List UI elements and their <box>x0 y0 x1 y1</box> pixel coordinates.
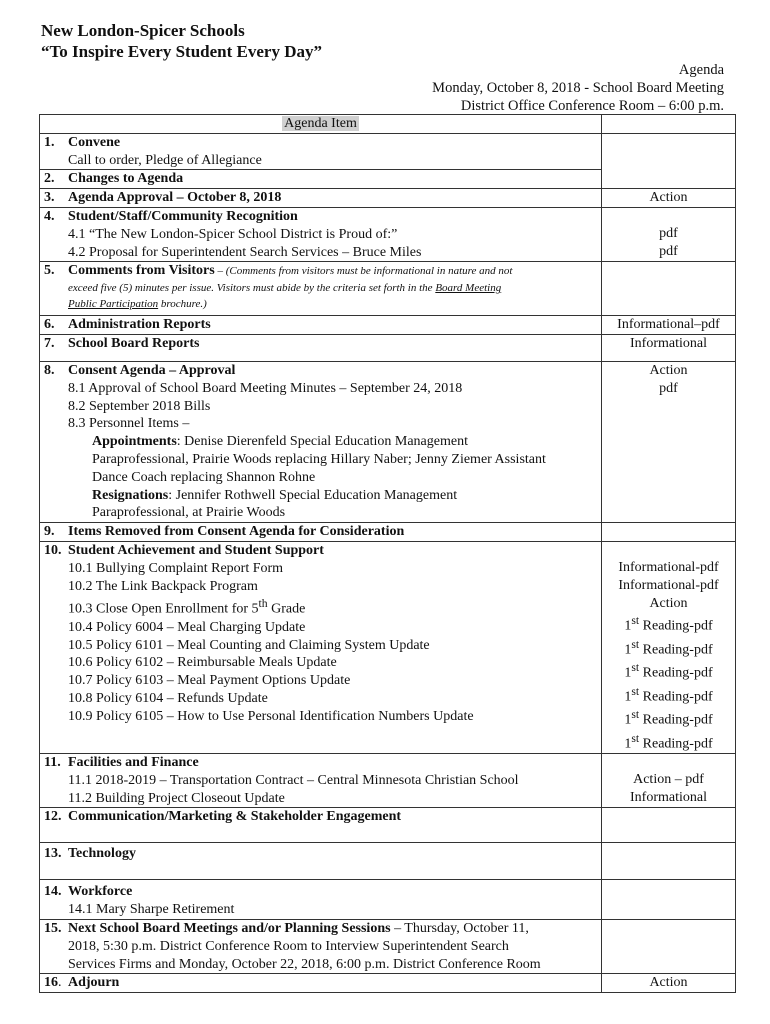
table-row <box>40 843 736 880</box>
sub-item: 8.3 Personnel Items – <box>68 416 190 432</box>
agenda-label: Agenda <box>678 62 724 78</box>
sub-item <box>44 595 597 618</box>
item-cell <box>40 207 602 261</box>
status-informational: Informational <box>630 789 707 805</box>
item-cell <box>40 754 602 808</box>
item-cell <box>40 361 602 522</box>
item-title: Convene <box>68 134 121 150</box>
item-number: 8. <box>44 362 55 378</box>
header-cell <box>40 115 602 134</box>
item-number: 11. <box>44 755 61 771</box>
item-number: 14. <box>44 884 62 900</box>
item-number: 10. <box>44 542 62 558</box>
header-status-cell <box>602 115 736 134</box>
status-cell: Informational–pdf <box>602 316 736 335</box>
table-row <box>40 262 736 316</box>
status-cell <box>602 808 736 843</box>
sub-item: 11.1 2018-2019 – Transportation Contract – Central Minnesota Christian School <box>68 772 519 788</box>
item-title: Facilities and Finance <box>68 755 199 771</box>
sub-item: 10.4 Policy 6004 – Meal Charging Update <box>68 619 306 635</box>
item-number: 6. <box>44 317 55 333</box>
item-number: 1. <box>44 134 55 150</box>
item-cell <box>40 189 602 208</box>
item-title: Workforce <box>68 884 133 900</box>
sub-item: 14.1 Mary Sharpe Retirement <box>68 902 235 918</box>
school-motto: “To Inspire Every Student Every Day” <box>41 42 322 61</box>
item-cell <box>40 920 602 974</box>
item-cell <box>40 974 602 993</box>
item-title: Comments from Visitors <box>68 263 215 279</box>
sub-item: 10.7 Policy 6103 – Meal Payment Options Update <box>68 673 351 689</box>
item-cell <box>40 133 602 170</box>
meeting-date: Monday, October 8, 2018 - School Board Meeting <box>432 80 724 96</box>
sub-item: 4.1 “The New London-Spicer School District is Proud of:” <box>68 226 398 242</box>
status-action: Action – pdf <box>633 772 704 788</box>
appointments-text: : Denise Dierenfeld Special Education Management <box>176 434 468 450</box>
item-title: Agenda Approval – October 8, 2018 <box>68 190 282 206</box>
table-row <box>40 754 736 808</box>
item-title: School Board Reports <box>68 335 200 351</box>
sub-item: 8.2 September 2018 Bills <box>68 398 211 414</box>
item-text: 2018, 5:30 p.m. District Conference Room to Interview Superintendent Search <box>68 938 509 954</box>
item-number: 9. <box>44 524 55 540</box>
table-row <box>40 523 736 542</box>
item-text: – Thursday, October 11, <box>390 921 529 937</box>
table-row <box>40 316 736 335</box>
sub-item: Call to order, Pledge of Allegiance <box>68 152 262 168</box>
status-cell <box>602 843 736 880</box>
item-text: Services Firms and Monday, October 22, 2018, 6:00 p.m. District Conference Room <box>68 956 541 972</box>
sub-item: 10.5 Policy 6101 – Meal Counting and Claiming System Update <box>68 637 430 653</box>
table-row <box>40 361 736 522</box>
sub-item: 10.1 Bullying Complaint Report Form <box>68 560 284 576</box>
status-pdf: pdf <box>659 243 678 259</box>
status-cell: Informational <box>602 334 736 361</box>
status-cell: Action <box>602 974 736 993</box>
item-number: 15. <box>44 921 62 937</box>
status-reading: 1st Reading-pdf <box>624 614 713 634</box>
sub-item: 10.8 Policy 6104 – Refunds Update <box>68 690 268 706</box>
superscript: th <box>258 597 268 611</box>
status-reading: 1st Reading-pdf <box>624 661 713 681</box>
item-number: 13. <box>44 846 62 862</box>
table-row <box>40 189 736 208</box>
item-number: 16. <box>44 975 62 991</box>
status-informational: Informational-pdf <box>618 559 719 575</box>
note-text: exceed five (5) minutes per issue. Visitors must abide by the criteria set forth in the <box>68 282 436 295</box>
table-row <box>40 920 736 974</box>
sub-item-text: 10.3 Close Open Enrollment for 5 <box>68 601 259 617</box>
table-row <box>40 133 736 170</box>
appointments <box>44 433 597 451</box>
policy-link[interactable]: Board Meeting <box>435 282 502 295</box>
status-action: Action <box>649 362 688 378</box>
sub-item: 10.6 Policy 6102 – Reimbursable Meals Update <box>68 655 337 671</box>
appointments-text: Paraprofessional, Prairie Woods replacing Hillary Naber; Jenny Ziemer Assistant <box>92 451 546 467</box>
sub-item: 11.2 Building Project Closeout Update <box>68 790 285 806</box>
sub-item: 10.9 Policy 6105 – How to Use Personal Identification Numbers Update <box>68 708 474 724</box>
item-cell <box>40 880 602 920</box>
status-cell <box>602 754 736 808</box>
item-number: 7. <box>44 335 55 351</box>
item-number: 12. <box>44 809 62 825</box>
visitor-note <box>44 281 597 312</box>
item-cell <box>40 523 602 542</box>
status-pdf: pdf <box>659 380 678 396</box>
item-cell <box>40 334 602 361</box>
status-informational: Informational-pdf <box>618 577 719 593</box>
sub-item: 10.2 The Link Backpack Program <box>68 578 258 594</box>
item-cell <box>40 170 602 189</box>
item-number: 4. <box>44 208 55 224</box>
status-cell <box>602 133 736 188</box>
status-cell <box>602 541 736 753</box>
item-title: Student/Staff/Community Recognition <box>68 208 298 224</box>
status-reading: 1st Reading-pdf <box>624 731 713 752</box>
policy-link[interactable]: Public Participation <box>68 297 159 310</box>
item-number: 5. <box>44 263 55 279</box>
school-name: New London-Spicer Schools <box>41 21 245 40</box>
table-row <box>40 207 736 261</box>
item-title: Student Achievement and Student Support <box>68 542 324 558</box>
table-row <box>40 974 736 993</box>
status-cell <box>602 920 736 974</box>
status-reading: 1st Reading-pdf <box>624 684 713 705</box>
item-cell <box>40 541 602 753</box>
status-cell <box>602 361 736 522</box>
status-cell <box>602 262 736 316</box>
resignations-text: : Jennifer Rothwell Special Education Management <box>168 487 458 503</box>
sub-item-text: Grade <box>267 601 306 617</box>
appointments-label: Appointments <box>92 434 177 450</box>
appointments-text: Dance Coach replacing Shannon Rohne <box>92 469 316 485</box>
item-title: Items Removed from Consent Agenda for Consideration <box>68 524 405 540</box>
item-cell <box>40 843 602 880</box>
table-row <box>40 334 736 361</box>
table-row <box>40 808 736 843</box>
item-title: Consent Agenda – Approval <box>68 362 236 378</box>
item-number: 2. <box>44 171 55 187</box>
resignations-label: Resignations <box>92 487 169 503</box>
agenda-item-header: Agenda Item <box>284 116 357 131</box>
resignations-text: Paraprofessional, at Prairie Woods <box>92 505 286 521</box>
item-title: Technology <box>68 846 136 862</box>
status-cell: Action <box>602 189 736 208</box>
sub-item: 4.2 Proposal for Superintendent Search Services – Bruce Miles <box>68 244 422 260</box>
table-row <box>40 880 736 920</box>
status-cell <box>602 207 736 261</box>
agenda-table <box>39 114 736 993</box>
item-title: Communication/Marketing & Stakeholder Engagement <box>68 809 402 825</box>
status-reading: 1st Reading-pdf <box>624 637 713 658</box>
status-cell <box>602 523 736 542</box>
table-row <box>40 541 736 753</box>
table-header-row <box>40 115 736 134</box>
item-title: Adjourn <box>68 975 120 991</box>
item-title: Administration Reports <box>68 317 211 333</box>
item-cell <box>40 262 602 316</box>
status-reading: 1st Reading-pdf <box>624 708 713 728</box>
item-title: Changes to Agenda <box>68 171 184 187</box>
meeting-location: District Office Conference Room – 6:00 p.m. <box>460 98 724 114</box>
status-action: Action <box>649 595 688 611</box>
sub-item: 8.1 Approval of School Board Meeting Minutes – September 24, 2018 <box>68 380 463 396</box>
status-cell <box>602 880 736 920</box>
resignations <box>44 487 597 505</box>
item-cell <box>40 316 602 335</box>
item-title: Next School Board Meetings and/or Planning Sessions <box>68 921 391 937</box>
item-number: 3. <box>44 190 55 206</box>
note-text: brochure.) <box>158 297 207 310</box>
item-cell <box>40 808 602 843</box>
visitor-note: – (Comments from visitors must be informational in nature and not <box>214 265 513 278</box>
status-pdf: pdf <box>659 225 678 241</box>
